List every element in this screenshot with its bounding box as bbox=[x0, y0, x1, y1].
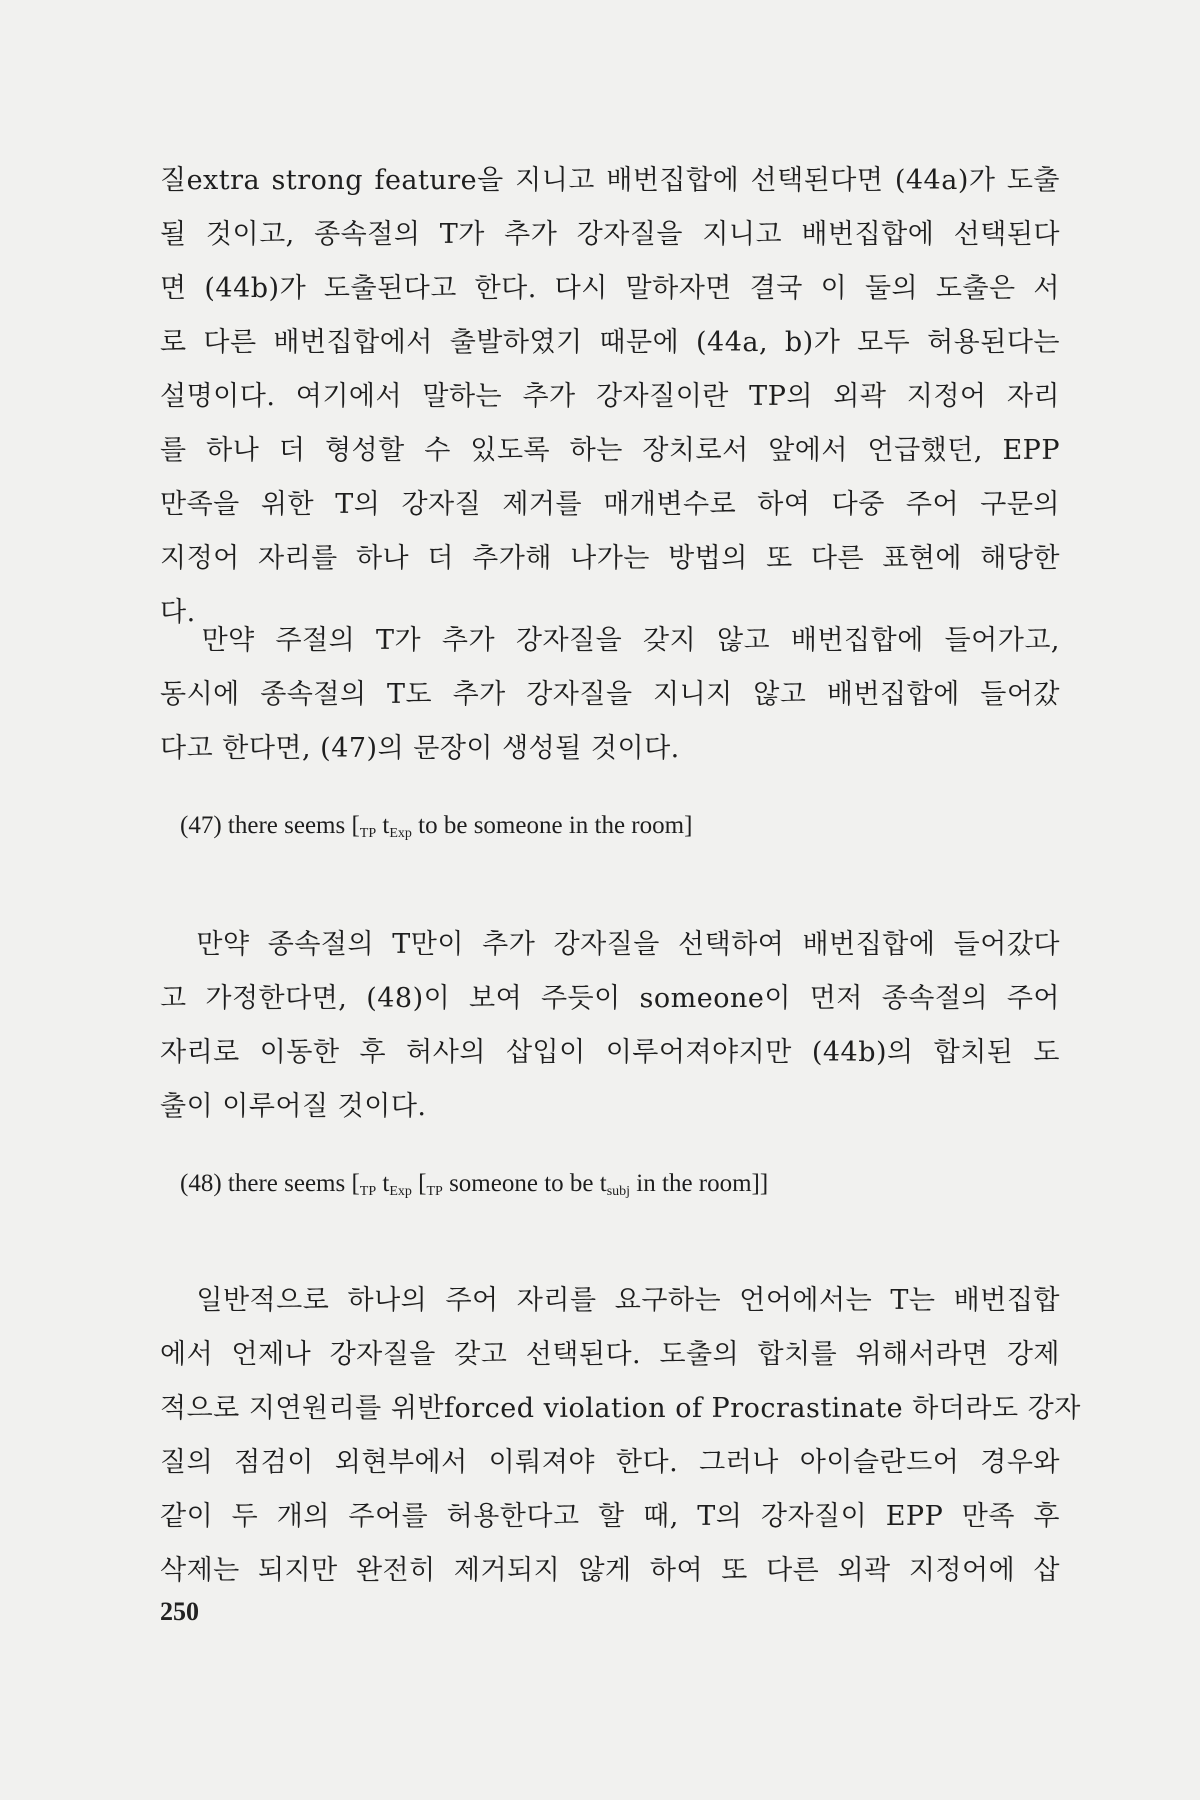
subscript: Exp bbox=[389, 1184, 412, 1199]
paragraph-4 bbox=[160, 1274, 1081, 1598]
text-line: 를 하나 더 형성할 수 있도록 하는 장치로서 앞에서 언급했던, EPP bbox=[160, 435, 1060, 466]
subscript: subj bbox=[606, 1184, 631, 1199]
trace: t bbox=[599, 1170, 607, 1197]
text-line: 다. bbox=[160, 597, 196, 628]
text-line: 지정어 자리를 하나 더 추가해 나가는 방법의 또 다른 표현에 해당한 bbox=[160, 543, 1060, 574]
subscript: Exp bbox=[389, 826, 412, 841]
text-line: 다고 한다면, (47)의 문장이 생성될 것이다. bbox=[160, 733, 680, 764]
trace: t bbox=[382, 1170, 390, 1197]
example-text: someone to be bbox=[449, 1170, 594, 1197]
example-number: (47) bbox=[180, 812, 222, 839]
text-line: 로 다른 배번집합에서 출발하였기 때문에 (44a, b)가 모두 허용된다는 bbox=[160, 327, 1060, 358]
paragraph-1 bbox=[160, 154, 1060, 640]
text-line: 만약 종속절의 T만이 추가 강자질을 선택하여 배번집합에 들어갔다 bbox=[160, 929, 1060, 960]
text-line: 에서 언제나 강자질을 갖고 선택된다. 도출의 합치를 위해서라면 강제 bbox=[160, 1339, 1060, 1370]
example-text: there seems [ bbox=[227, 812, 360, 839]
paragraph-3 bbox=[160, 918, 1060, 1134]
example-text: to be someone in the room] bbox=[418, 812, 693, 839]
subscript: TP bbox=[359, 826, 377, 841]
text-line: 될 것이고, 종속절의 T가 추가 강자질을 지니고 배번집합에 선택된다 bbox=[160, 219, 1060, 250]
text-line: 출이 이루어질 것이다. bbox=[160, 1091, 427, 1122]
text-line: 동시에 종속절의 T도 추가 강자질을 지니지 않고 배번집합에 들어갔 bbox=[160, 679, 1060, 710]
text-line: 적으로 지연원리를 위반forced violation of Procrastinate 하더라도 강자 bbox=[160, 1393, 1081, 1424]
text-line: 같이 두 개의 주어를 허용한다고 할 때, T의 강자질이 EPP 만족 후 bbox=[160, 1501, 1060, 1532]
example-text: [ bbox=[418, 1170, 427, 1197]
paragraph-2 bbox=[160, 614, 1060, 776]
text-line: 고 가정한다면, (48)이 보여 주듯이 someone이 먼저 종속절의 주어 bbox=[160, 983, 1060, 1014]
text-line: 질의 점검이 외현부에서 이뤄져야 한다. 그러나 아이슬란드어 경우와 bbox=[160, 1447, 1060, 1478]
text-line: 면 (44b)가 도출된다고 한다. 다시 말하자면 결국 이 둘의 도출은 서 bbox=[160, 273, 1060, 304]
text-line: 설명이다. 여기에서 말하는 추가 강자질이란 TP의 외곽 지정어 자리 bbox=[160, 381, 1060, 412]
text-line: 만약 주절의 T가 추가 강자질을 갖지 않고 배번집합에 들어가고, bbox=[160, 625, 1060, 656]
subscript: TP bbox=[426, 1184, 443, 1199]
page-number: 250 bbox=[160, 1597, 199, 1626]
text-line: 일반적으로 하나의 주어 자리를 요구하는 언어에서는 T는 배번집합 bbox=[160, 1285, 1060, 1316]
text-line: 삭제는 되지만 완전히 제거되지 않게 하여 또 다른 외곽 지정어에 삽 bbox=[160, 1555, 1060, 1586]
text-line: 자리로 이동한 후 허사의 삽입이 이루어져야지만 (44b)의 합치된 도 bbox=[160, 1037, 1060, 1068]
example-48 bbox=[180, 1164, 768, 1204]
example-text: in the room]] bbox=[636, 1170, 769, 1197]
example-number: (48) bbox=[180, 1170, 222, 1197]
text-line: 만족을 위한 T의 강자질 제거를 매개변수로 하여 다중 주어 구문의 bbox=[160, 489, 1060, 520]
text-line: 질extra strong feature을 지니고 배번집합에 선택된다면 (44a)가 도출 bbox=[160, 165, 1060, 196]
subscript: TP bbox=[359, 1184, 377, 1199]
example-47 bbox=[180, 806, 692, 846]
trace: t bbox=[382, 812, 390, 839]
example-text: there seems [ bbox=[227, 1170, 360, 1197]
